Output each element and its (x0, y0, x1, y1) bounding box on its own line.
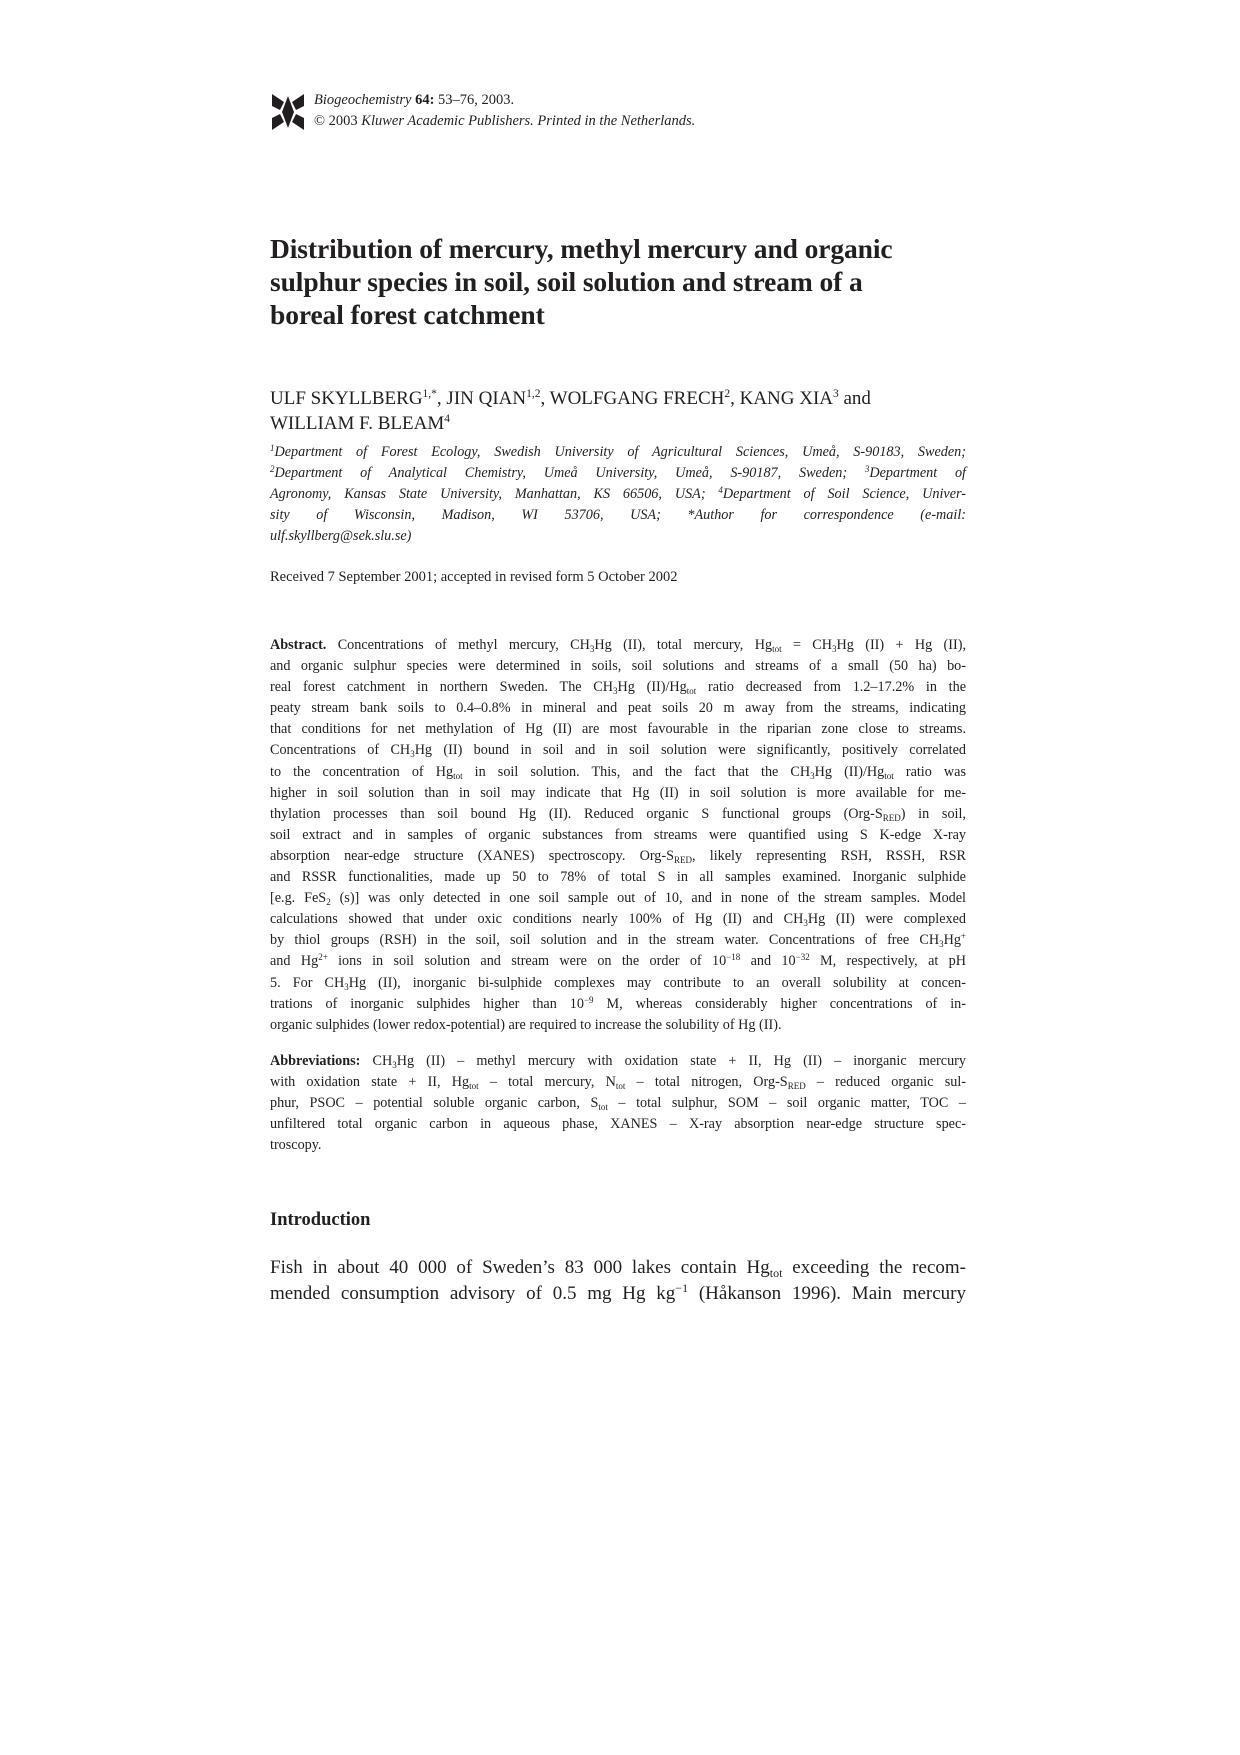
author-affiliation-mark: 1,* (422, 388, 437, 400)
subscript: 2 (326, 897, 331, 908)
article-page (270, 90, 966, 1307)
received-dates: Received 7 September 2001; accepted in revised form 5 October 2002 (270, 569, 678, 585)
abstract-text: ratio decreased from 1.2–17.2% in the (696, 679, 966, 696)
publisher-name: Kluwer Academic Publishers. Printed in the Netherlands. (361, 113, 696, 129)
subscript: tot (469, 1080, 479, 1091)
abstract-text: Hg (943, 932, 961, 949)
abstract-text: , likely representing RSH, RSSH, RSR (692, 847, 966, 864)
introduction-paragraph (270, 1255, 966, 1307)
author-affiliation-mark: 1,2 (526, 388, 541, 400)
correspondence-email: ulf.skyllberg@sek.slu.se) (270, 528, 412, 544)
abbreviations-text: – total mercury, N (478, 1073, 616, 1090)
abbreviations-text: – total nitrogen, Org-S (625, 1073, 788, 1090)
journal-copyright-line (314, 111, 695, 132)
author-name: , KANG XIA (730, 388, 833, 409)
affiliation-text: Department of Soil Science, Univer- (722, 486, 966, 502)
affiliation-line (270, 463, 966, 484)
affiliation-line: sity of Wisconsin, Madison, WI 53706, USA; *Author for correspondence (e-mail: (270, 507, 966, 523)
author-line (270, 411, 966, 436)
author-list (270, 386, 966, 436)
abstract-text: by thiol groups (RSH) in the soil, soil solution and in the stream water. Concentrations of free CH (270, 932, 940, 949)
subscript: 3 (803, 918, 808, 929)
journal-volume: 64: (415, 92, 435, 108)
subscript: 3 (810, 770, 815, 781)
journal-header (270, 90, 966, 136)
section-heading-introduction: Introduction (270, 1210, 371, 1231)
abstract-text: Hg (II) + Hg (II), (836, 637, 966, 653)
abbreviations-line (270, 1093, 966, 1114)
abstract-text: ) in soil, (900, 805, 966, 822)
introduction-line (270, 1255, 966, 1281)
abstract-line (270, 909, 966, 930)
abstract-text: and 10 (740, 953, 796, 970)
author-affiliation-mark: 4 (444, 413, 450, 425)
abbreviations-text: phur, PSOC – potential soluble organic carbon, S (270, 1094, 599, 1111)
subscript: tot (453, 770, 463, 781)
affiliation-mark: 3 (864, 464, 870, 474)
abstract-text: Concentrations of CH (270, 742, 411, 759)
author-name: ULF SKYLLBERG (270, 388, 423, 409)
journal-citation-line (314, 90, 695, 111)
title-line: Distribution of mercury, methyl mercury and organic (270, 233, 893, 264)
abstract-text: Hg (II) were complexed (807, 911, 966, 928)
subscript: 3 (392, 1059, 397, 1070)
abbreviations-line: troscopy. (270, 1137, 322, 1154)
abstract-text: 5. For CH (270, 974, 345, 991)
abstract-line: and RSSR functionalities, made up 50 to 78% of total S in all samples examined. Inorganic sulphide (270, 869, 966, 886)
author-name: WILLIAM F. BLEAM (270, 413, 445, 434)
abstract-text: = CH (781, 637, 833, 653)
subscript: 3 (410, 749, 415, 760)
subscript: 3 (832, 644, 837, 654)
subscript: tot (615, 1080, 626, 1091)
affiliation-text: Agronomy, Kansas State University, Manhattan, KS 66506, USA; (270, 486, 719, 502)
copyright-year: © 2003 (314, 113, 362, 129)
abstract-line: organic sulphides (lower redox-potential) are required to increase the solubility of Hg (II). (270, 1016, 782, 1033)
introduction-text: Fish in about 40 000 of Sweden’s 83 000 lakes contain Hg (270, 1257, 770, 1279)
journal-pages: 53–76, 2003. (434, 92, 515, 108)
abstract-label: Abstract. (270, 637, 327, 653)
subscript: tot (598, 1101, 608, 1112)
introduction-text: exceeding the recom- (782, 1257, 966, 1279)
affiliation-mark: 1 (270, 443, 275, 453)
abstract-text: M, whereas considerably higher concentrations of in- (593, 995, 966, 1012)
author-affiliation-mark: 3 (833, 388, 839, 400)
abstract-text: Hg (II)/Hg (814, 763, 885, 780)
abstract-text: real forest catchment in northern Sweden. The CH (270, 679, 614, 696)
subscript: RED (882, 812, 901, 823)
abstract-text: ions in soil solution and stream were on the order of 10 (327, 953, 727, 970)
abstract-text: to the concentration of Hg (270, 763, 454, 780)
abstract-line: peaty stream bank soils to 0.4–0.8% in mineral and peat soils 20 m away from the streams, indicating (270, 700, 966, 717)
publisher-logo-icon (270, 92, 306, 132)
subscript: tot (769, 1266, 783, 1281)
abstract-text: absorption near-edge structure (XANES) spectroscopy. Org-S (270, 847, 675, 864)
abbreviations (270, 1051, 966, 1156)
abstract-line: higher in soil solution than in soil may indicate that Hg (II) in soil solution is more available for me- (270, 784, 966, 801)
subscript: tot (884, 770, 894, 781)
abstract-text: calculations showed that under oxic conditions nearly 100% of Hg (II) and CH (270, 911, 804, 928)
author-name: , JIN QIAN (436, 388, 527, 409)
abstract-line (270, 635, 966, 656)
superscript: + (960, 931, 966, 942)
abstract-text: trations of inorganic sulphides higher than 10 (270, 995, 584, 1012)
subscript: tot (772, 644, 782, 654)
affiliation-line (270, 442, 966, 463)
abstract-text: Hg (II)/Hg (617, 679, 687, 696)
introduction-text: mended consumption advisory of 0.5 mg Hg kg (270, 1283, 676, 1305)
abstract-text: [e.g. FeS (270, 890, 327, 907)
affiliation-mark: 2 (270, 464, 275, 474)
subscript: tot (686, 686, 697, 697)
affiliation-text: Department of Forest Ecology, Swedish University of Agricultural Sciences, Umeå, S-90183, Sweden; (274, 444, 966, 460)
abstract-line: and organic sulphur species were determined in soils, soil solutions and streams of a small (50 ha) bo- (270, 658, 966, 675)
abstract-text: thylation processes than soil bound Hg (II). Reduced organic S functional groups (Org-S (270, 805, 883, 822)
abbreviations-text: – total sulphur, SOM – soil organic matter, TOC – (607, 1094, 967, 1111)
introduction-text: (Håkanson 1996). Main mercury (688, 1283, 966, 1305)
affiliation-text: Department of (869, 465, 966, 481)
abstract-text: Hg (II), inorganic bi-sulphide complexes may contribute to an overall solubility at concen- (348, 974, 966, 991)
affiliation-text: Department of Analytical Chemistry, Umeå University, Umeå, S-90187, Sweden; (274, 465, 865, 481)
article-title (270, 232, 966, 331)
subscript: RED (787, 1080, 806, 1091)
author-affiliation-mark: 2 (724, 388, 731, 400)
subscript: 3 (613, 686, 618, 697)
author-conjunction: and (838, 388, 871, 409)
abstract-line (270, 677, 966, 698)
abstract-text: Concentrations of methyl mercury, CH (326, 637, 590, 653)
abstract-text: M, respectively, at pH (809, 953, 967, 970)
abstract-line (270, 888, 966, 909)
abstract-text: Hg (II) bound in soil and in soil solution were significantly, positively correlated (414, 742, 967, 759)
superscript: −1 (675, 1281, 689, 1296)
affiliation-line (270, 484, 966, 505)
abbreviations-text: – reduced organic sul- (805, 1073, 967, 1090)
abstract-line (270, 994, 966, 1015)
superscript: −9 (583, 994, 594, 1005)
affiliation-mark: 4 (718, 485, 723, 495)
subscript: 3 (344, 981, 349, 992)
abstract-line (270, 846, 966, 867)
abstract-line: soil extract and in samples of organic substances from streams were quantified using S K-edge X-ray (270, 826, 966, 843)
superscript: −18 (726, 952, 741, 963)
superscript: 2+ (318, 952, 328, 963)
introduction-line (270, 1281, 966, 1307)
abstract-text: (s)] was only detected in one soil sample out of 10, and in none of the stream samples. Model (330, 890, 966, 907)
title-line: sulphur species in soil, soil solution and stream of a (270, 266, 863, 297)
abbreviations-line (270, 1051, 966, 1072)
abstract-text: Hg (II), total mercury, Hg (594, 637, 773, 653)
abstract (270, 635, 966, 1036)
abstract-line (270, 973, 966, 994)
abstract-text: in soil solution. This, and the fact that the CH (462, 763, 811, 780)
abstract-line (270, 930, 966, 951)
abbreviations-text: Hg (II) – methyl mercury with oxidation state + II, Hg (II) – inorganic mercury (396, 1052, 966, 1069)
journal-name: Biogeochemistry (314, 92, 412, 108)
abstract-text: and Hg (270, 953, 319, 970)
journal-citation (314, 90, 695, 132)
abbreviations-text: CH (360, 1052, 393, 1069)
abstract-line (270, 740, 966, 761)
abstract-line (270, 804, 966, 825)
superscript: −32 (795, 952, 810, 963)
subscript: 3 (939, 939, 944, 950)
affiliations (270, 442, 966, 547)
abbreviations-line: unfiltered total organic carbon in aqueous phase, XANES – X-ray absorption near-edge structure spec- (270, 1116, 966, 1133)
author-line (270, 386, 966, 411)
abstract-line (270, 951, 966, 972)
abbreviations-line (270, 1072, 966, 1093)
subscript: RED (674, 854, 693, 865)
abbreviations-label: Abbreviations: (270, 1052, 361, 1069)
abstract-line (270, 762, 966, 783)
subscript: 3 (589, 644, 595, 654)
title-line: boreal forest catchment (270, 299, 545, 330)
abstract-text: ratio was (893, 763, 966, 780)
abbreviations-text: with oxidation state + II, Hg (270, 1073, 470, 1090)
abstract-line: that conditions for net methylation of Hg (II) are most favourable in the riparian zone close to streams. (270, 721, 966, 738)
author-name: , WOLFGANG FRECH (540, 388, 725, 409)
